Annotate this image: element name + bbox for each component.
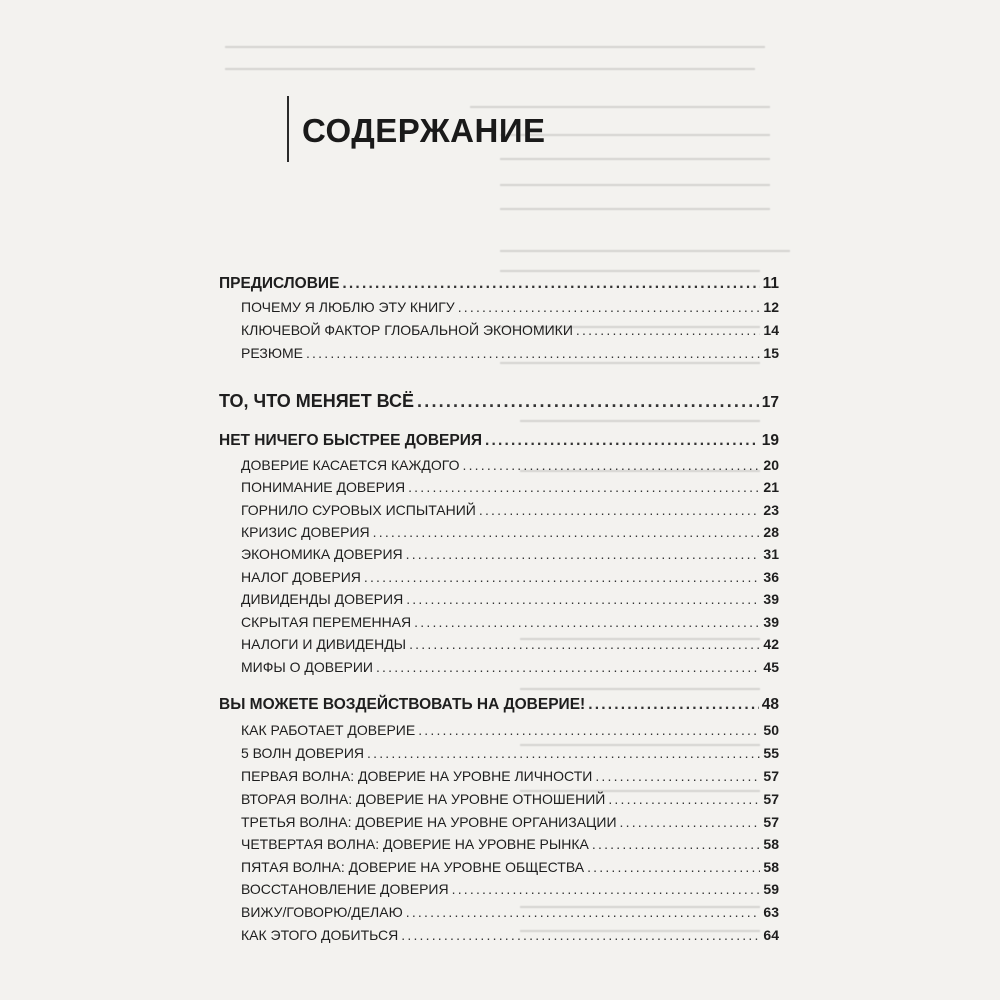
leader-dots: [592, 836, 761, 852]
toc-entry-page: 57: [763, 814, 779, 830]
toc-entry-section[interactable]: [219, 432, 779, 450]
toc-entry-label: НАЛОГ ДОВЕРИЯ: [241, 569, 361, 585]
toc-entry-label: ТРЕТЬЯ ВОЛНА: ДОВЕРИЕ НА УРОВНЕ ОРГАНИЗАЦИИ: [241, 814, 617, 830]
toc-entry-label: ПОНИМАНИЕ ДОВЕРИЯ: [241, 479, 406, 495]
toc-entry-label: РЕЗЮМЕ: [241, 345, 303, 361]
leader-dots: [342, 275, 759, 293]
toc-entry-page: 31: [763, 546, 779, 562]
toc-entry[interactable]: [241, 569, 779, 585]
toc-entry-page: 20: [763, 457, 779, 473]
toc-entry-label: КЛЮЧЕВОЙ ФАКТОР ГЛОБАЛЬНОЙ ЭКОНОМИКИ: [241, 322, 573, 338]
toc-entry-label: МИФЫ О ДОВЕРИИ: [241, 659, 373, 675]
toc-entry[interactable]: [241, 881, 779, 897]
leader-dots: [588, 696, 759, 714]
leader-dots: [414, 614, 760, 630]
toc-entry-label: НАЛОГИ И ДИВИДЕНДЫ: [241, 636, 407, 652]
toc-entry-page: 42: [763, 636, 779, 652]
toc-entry-page: 58: [763, 859, 779, 875]
leader-dots: [373, 524, 761, 540]
toc-entry-section[interactable]: [219, 696, 779, 714]
toc-entry[interactable]: [241, 457, 779, 473]
toc-entry[interactable]: [241, 345, 779, 361]
toc-entry-page: 55: [763, 745, 779, 761]
toc-entry-label: ВЫ МОЖЕТЕ ВОЗДЕЙСТВОВАТЬ НА ДОВЕРИЕ!: [219, 696, 586, 713]
toc-entry[interactable]: [241, 859, 779, 875]
toc-entry[interactable]: [241, 836, 779, 852]
toc-entry-page: 15: [763, 345, 779, 361]
toc-entry[interactable]: [241, 322, 779, 338]
toc-entry[interactable]: [241, 479, 779, 495]
leader-dots: [452, 881, 761, 897]
toc-entry[interactable]: [241, 546, 779, 562]
leader-dots: [409, 636, 760, 652]
toc-entry[interactable]: [241, 659, 779, 675]
leader-dots: [587, 859, 760, 875]
leader-dots: [608, 791, 760, 807]
toc-entry[interactable]: [241, 791, 779, 807]
toc-entry-page: 21: [763, 479, 779, 495]
leader-dots: [576, 322, 761, 338]
toc-entry-page: 58: [763, 836, 779, 852]
toc-entry-label: КРИЗИС ДОВЕРИЯ: [241, 524, 370, 540]
leader-dots: [485, 432, 759, 450]
toc-entry-label: ДОВЕРИЕ КАСАЕТСЯ КАЖДОГО: [241, 457, 460, 473]
leader-dots: [462, 457, 760, 473]
toc-entry-page: 36: [763, 569, 779, 585]
leader-dots: [408, 479, 760, 495]
toc-entry-label: ТО, ЧТО МЕНЯЕТ ВСЁ: [219, 391, 415, 411]
toc-entry-page: 11: [762, 275, 779, 292]
toc-entry-label: ВИЖУ/ГОВОРЮ/ДЕЛАЮ: [241, 904, 403, 920]
toc-entry[interactable]: [241, 299, 779, 315]
toc-entry-page: 28: [763, 524, 779, 540]
toc-entry[interactable]: [241, 502, 779, 518]
toc-entry-page: 39: [763, 591, 779, 607]
toc-entry[interactable]: [241, 614, 779, 630]
toc-entry-label: КАК ЭТОГО ДОБИТЬСЯ: [241, 927, 399, 943]
toc-entry-label: ЧЕТВЕРТАЯ ВОЛНА: ДОВЕРИЕ НА УРОВНЕ РЫНКА: [241, 836, 589, 852]
leader-dots: [417, 391, 759, 412]
leader-dots: [367, 745, 760, 761]
leader-dots: [458, 299, 761, 315]
toc-entry-preface[interactable]: [219, 275, 779, 293]
leader-dots: [418, 722, 760, 738]
toc-entry-page: 57: [763, 791, 779, 807]
toc-entry-label: СКРЫТАЯ ПЕРЕМЕННАЯ: [241, 614, 412, 630]
leader-dots: [401, 927, 760, 943]
toc-entry[interactable]: [241, 636, 779, 652]
toc-entry-label: ПОЧЕМУ Я ЛЮБЛЮ ЭТУ КНИГУ: [241, 299, 455, 315]
toc-entry[interactable]: [241, 927, 779, 943]
toc-entry[interactable]: [241, 591, 779, 607]
leader-dots: [620, 814, 761, 830]
toc-entry[interactable]: [241, 814, 779, 830]
toc-entry-page: 39: [763, 614, 779, 630]
toc-entry-page: 12: [763, 299, 779, 315]
toc-entry-page: 23: [763, 502, 779, 518]
toc-entry[interactable]: [241, 904, 779, 920]
toc-entry-page: 45: [763, 659, 779, 675]
toc-entry-page: 50: [763, 722, 779, 738]
toc-entry-page: 48: [761, 696, 779, 713]
toc-entry-label: 5 ВОЛН ДОВЕРИЯ: [241, 745, 365, 761]
toc-entry-page: 19: [761, 432, 779, 449]
leader-dots: [595, 768, 760, 784]
toc-entry-label: НЕТ НИЧЕГО БЫСТРЕЕ ДОВЕРИЯ: [219, 432, 482, 449]
toc-entry-page: 17: [761, 394, 779, 411]
leader-dots: [306, 345, 760, 361]
toc-entry-label: ПЕРВАЯ ВОЛНА: ДОВЕРИЕ НА УРОВНЕ ЛИЧНОСТИ: [241, 768, 593, 784]
toc-entry[interactable]: [241, 524, 779, 540]
leader-dots: [406, 904, 761, 920]
leader-dots: [406, 546, 761, 562]
leader-dots: [479, 502, 761, 518]
page-title: СОДЕРЖАНИЕ: [302, 112, 546, 149]
toc-entry-label: ПРЕДИСЛОВИЕ: [219, 275, 340, 292]
leader-dots: [376, 659, 760, 675]
toc-entry-chapter[interactable]: [219, 391, 779, 412]
toc-entry-page: 14: [763, 322, 779, 338]
toc-entry-label: ВОССТАНОВЛЕНИЕ ДОВЕРИЯ: [241, 881, 449, 897]
leader-dots: [364, 569, 761, 585]
toc-entry-page: 63: [763, 904, 779, 920]
toc-entry-page: 59: [763, 881, 779, 897]
toc-entry-label: ВТОРАЯ ВОЛНА: ДОВЕРИЕ НА УРОВНЕ ОТНОШЕНИЙ: [241, 791, 606, 807]
toc-entry-page: 57: [763, 768, 779, 784]
toc-entry-label: ДИВИДЕНДЫ ДОВЕРИЯ: [241, 591, 404, 607]
toc-entry[interactable]: [241, 768, 779, 784]
toc-entry-label: ЭКОНОМИКА ДОВЕРИЯ: [241, 546, 403, 562]
leader-dots: [406, 591, 760, 607]
toc-entry[interactable]: [241, 722, 779, 738]
toc-entry-label: ПЯТАЯ ВОЛНА: ДОВЕРИЕ НА УРОВНЕ ОБЩЕСТВА: [241, 859, 585, 875]
toc-entry-label: ГОРНИЛО СУРОВЫХ ИСПЫТАНИЙ: [241, 502, 476, 518]
toc-entry-page: 64: [763, 927, 779, 943]
toc-entry-label: КАК РАБОТАЕТ ДОВЕРИЕ: [241, 722, 416, 738]
toc-entry[interactable]: [241, 745, 779, 761]
